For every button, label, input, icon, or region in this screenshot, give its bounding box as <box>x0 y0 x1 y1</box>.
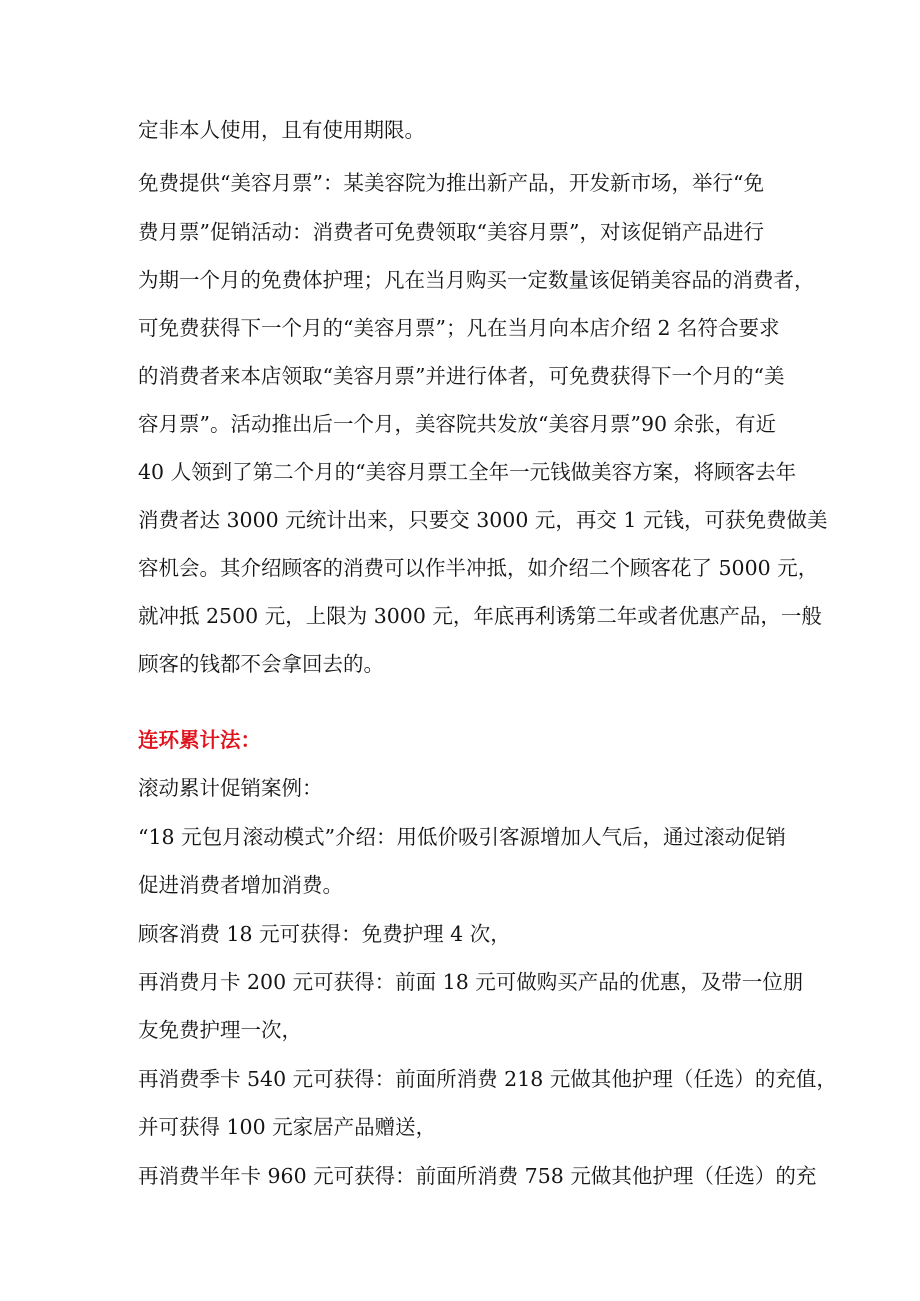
paragraph-line: 再消费半年卡 960 元可获得：前面所消费 758 元做其他护理（任选）的充 <box>138 1164 817 1188</box>
paragraph-line: 容月票”。活动推出后一个月，美容院共发放“美容月票”90 余张，有近 <box>138 412 777 436</box>
paragraph-line: 的消费者来本店领取“美容月票”并进行体者，可免费获得下一个月的“美 <box>138 364 785 388</box>
paragraph-line: 可免费获得下一个月的“美容月票”；凡在当月向本店介绍 2 名符合要求 <box>138 316 780 340</box>
paragraph-line: 容机会。其介绍顾客的消费可以作半冲抵，如介绍二个顾客花了 5000 元， <box>138 556 819 580</box>
paragraph-line: 定非本人使用，且有使用期限。 <box>138 118 425 142</box>
paragraph-line: 再消费季卡 540 元可获得：前面所消费 218 元做其他护理（任选）的充值， <box>138 1067 837 1091</box>
paragraph-line: 顾客消费 18 元可获得：免费护理 4 次， <box>138 922 511 946</box>
paragraph-line: 免费提供“美容月票”：某美容院为推出新产品，开发新市场，举行“免 <box>138 171 764 195</box>
paragraph-line: “18 元包月滚动模式”介绍：用低价吸引客源增加人气后，通过滚动促销 <box>138 825 787 849</box>
paragraph-line: 就冲抵 2500 元，上限为 3000 元，年底再利诱第二年或者优惠产品，一般 <box>138 604 822 628</box>
paragraph-line: 顾客的钱都不会拿回去的。 <box>138 652 384 676</box>
paragraph-line: 消费者达 3000 元统计出来，只要交 3000 元，再交 1 元钱，可获免费做美 <box>138 508 828 532</box>
paragraph-line: 促进消费者增加消费。 <box>138 873 343 897</box>
paragraph-line: 费月票”促销活动：消费者可免费领取“美容月票”，对该促销产品进行 <box>138 220 764 244</box>
paragraph-line: 友免费护理一次， <box>138 1018 302 1042</box>
paragraph-line: 40 人领到了第二个月的“美容月票工全年一元钱做美容方案，将顾客去年 <box>138 460 797 484</box>
paragraph-line: 再消费月卡 200 元可获得：前面 18 元可做购买产品的优惠，及带一位朋 <box>138 970 804 994</box>
section-heading: 连环累计法： <box>138 728 261 752</box>
paragraph-line: 并可获得 100 元家居产品赠送， <box>138 1115 437 1139</box>
paragraph-line: 滚动累计促销案例： <box>138 776 323 800</box>
paragraph-line: 为期一个月的免费体护理；凡在当月购买一定数量该促销美容品的消费者， <box>138 268 815 292</box>
